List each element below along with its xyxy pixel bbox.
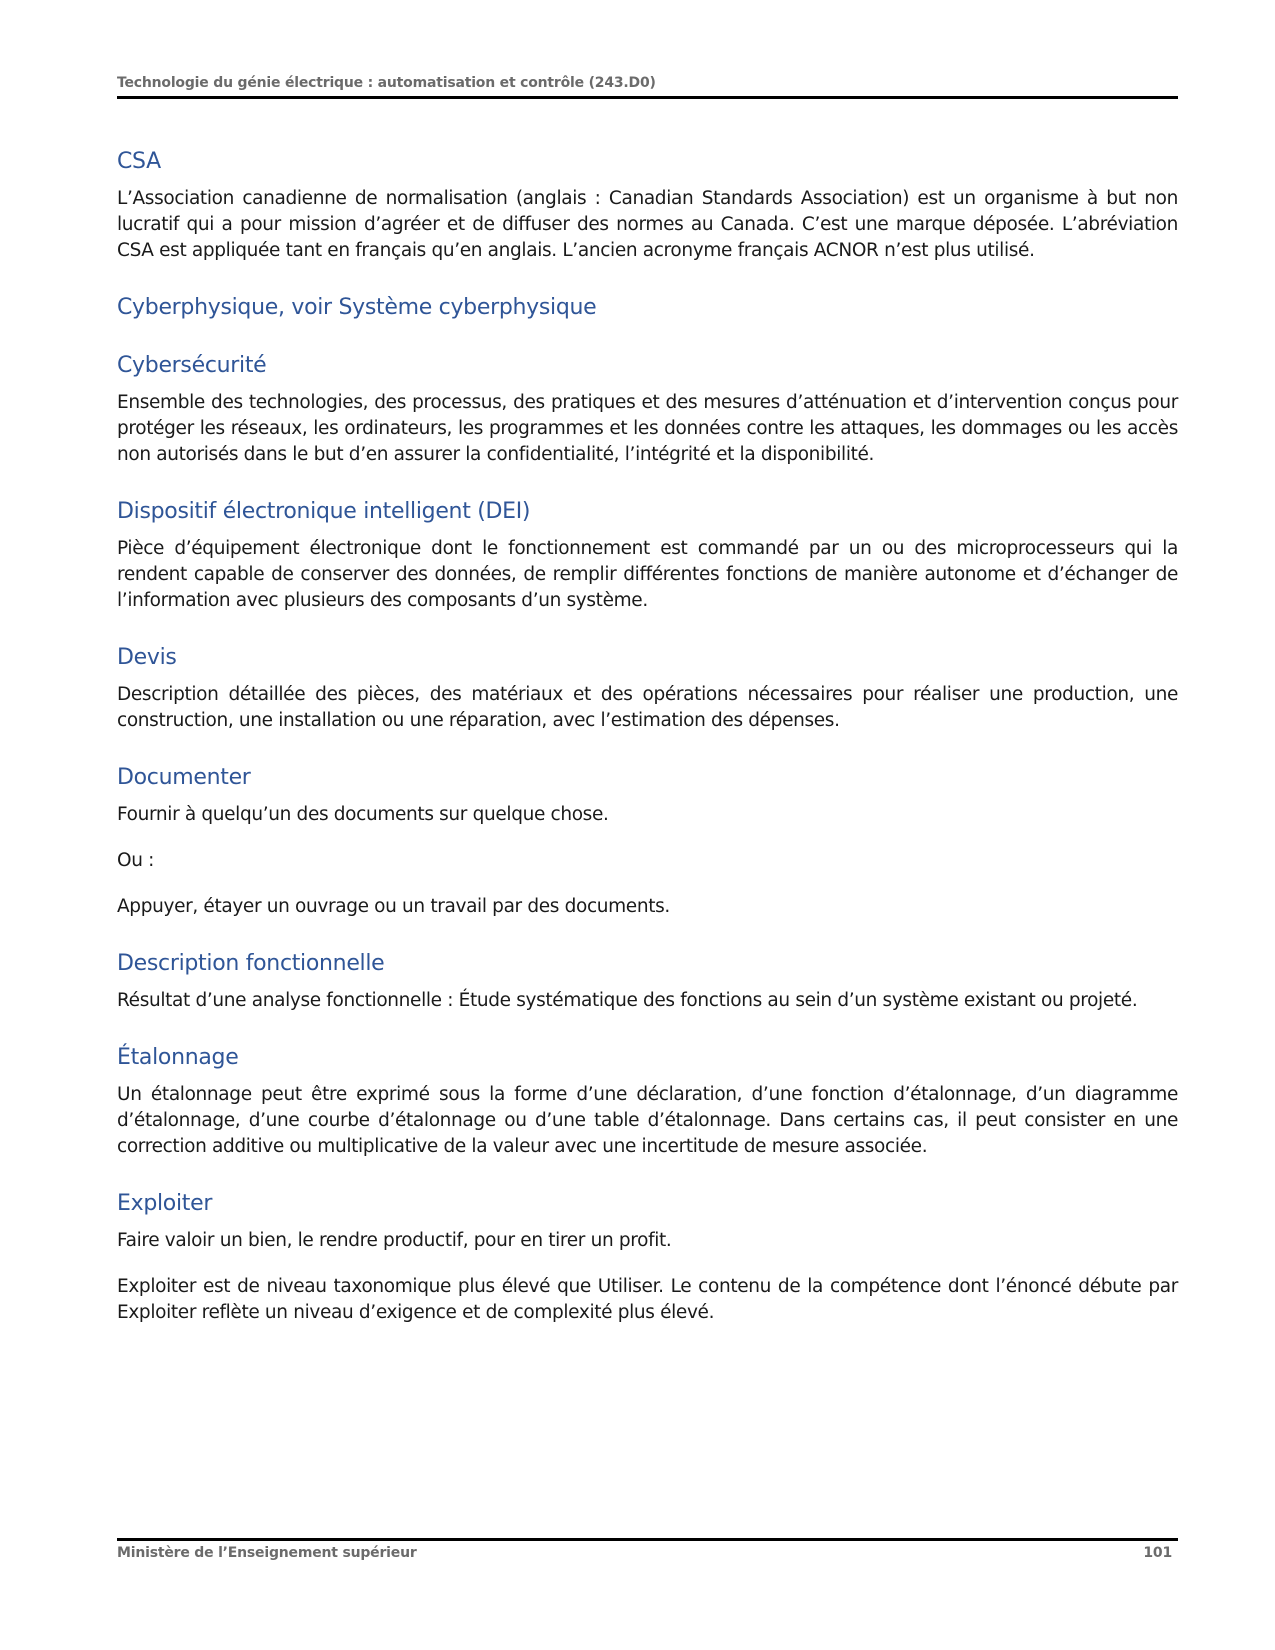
term-heading: Description fonctionnelle [117, 951, 385, 976]
glossary-entry-documenter [117, 764, 1178, 920]
glossary-content [117, 148, 1178, 1356]
definition-paragraph: L’Association canadienne de normalisation (anglais : Canadian Standards Association) est un organisme à but non lucratif qui a pour mission d’agréer et de diffuser des normes au Canada. C’est une marque déposée. L’abréviation CSA est appliquée tant en français qu’en anglais. L’ancien acronyme français ACNOR n’est plus utilisé. [117, 188, 1178, 261]
glossary-entry-csa [117, 148, 1178, 264]
header-title: Technologie du génie électrique : automatisation et contrôle (243.D0) [117, 75, 656, 91]
footer-publisher: Ministère de l’Enseignement supérieur [117, 1545, 417, 1561]
glossary-entry-devis [117, 644, 1178, 734]
definition-paragraph: Faire valoir un bien, le rendre productif, pour en tirer un profit. [117, 1230, 672, 1251]
glossary-entry-etalonnage [117, 1044, 1178, 1160]
definition-paragraph: Description détaillée des pièces, des matériaux et des opérations nécessaires pour réaliser une production, une construction, une installation ou une réparation, avec l’estimation des dépenses. [117, 684, 1178, 731]
definition-paragraph: Exploiter est de niveau taxonomique plus élevé que Utiliser. Le contenu de la compétence dont l’énoncé débute par Exploiter reflète un niveau d’exigence et de complexité plus élevé. [117, 1276, 1178, 1323]
term-heading: Cyberphysique, voir Système cyberphysique [117, 295, 597, 320]
page-header [117, 72, 1178, 99]
definition-paragraph: Ensemble des technologies, des processus, des pratiques et des mesures d’atténuation et d’intervention conçus pour protéger les réseaux, les ordinateurs, les programmes et les données contre les attaques, les dommages ou les accès non autorisés dans le but d’en assurer la confidentialité, l’intégrité et la disponibilité. [117, 392, 1178, 465]
glossary-entry-cyberphysique [117, 294, 1178, 322]
glossary-entry-exploiter [117, 1190, 1178, 1326]
term-heading: Dispositif électronique intelligent (DEI) [117, 499, 531, 524]
definition-paragraph: Appuyer, étayer un ouvrage ou un travail par des documents. [117, 896, 670, 917]
definition-paragraph: Pièce d’équipement électronique dont le fonctionnement est commandé par un ou des microprocesseurs qui la rendent capable de conserver des données, de remplir différentes fonctions de manière autonome et d’échanger de l’information avec plusieurs des composants d’un système. [117, 538, 1178, 611]
glossary-entry-cybersecurite [117, 352, 1178, 468]
glossary-entry-description-fonctionnelle [117, 950, 1178, 1014]
definition-paragraph: Un étalonnage peut être exprimé sous la forme d’une déclaration, d’une fonction d’étalonnage, d’un diagramme d’étalonnage, d’une courbe d’étalonnage ou d’une table d’étalonnage. Dans certains cas, il peut consister en une correction additive ou multiplicative de la valeur avec une incertitude de mesure associée. [117, 1084, 1178, 1157]
definition-paragraph: Résultat d’une analyse fonctionnelle : Étude systématique des fonctions au sein d’un système existant ou projeté. [117, 990, 1138, 1011]
definition-paragraph: Ou : [117, 850, 155, 871]
page-number: 101 [1143, 1545, 1172, 1561]
term-heading: Devis [117, 645, 177, 670]
term-heading: CSA [117, 149, 161, 174]
page-footer [117, 1538, 1178, 1561]
term-heading: Étalonnage [117, 1045, 239, 1070]
term-heading: Exploiter [117, 1191, 213, 1216]
term-heading: Cybersécurité [117, 353, 267, 378]
glossary-entry-dei [117, 498, 1178, 614]
term-heading: Documenter [117, 765, 251, 790]
definition-paragraph: Fournir à quelqu’un des documents sur quelque chose. [117, 804, 609, 825]
